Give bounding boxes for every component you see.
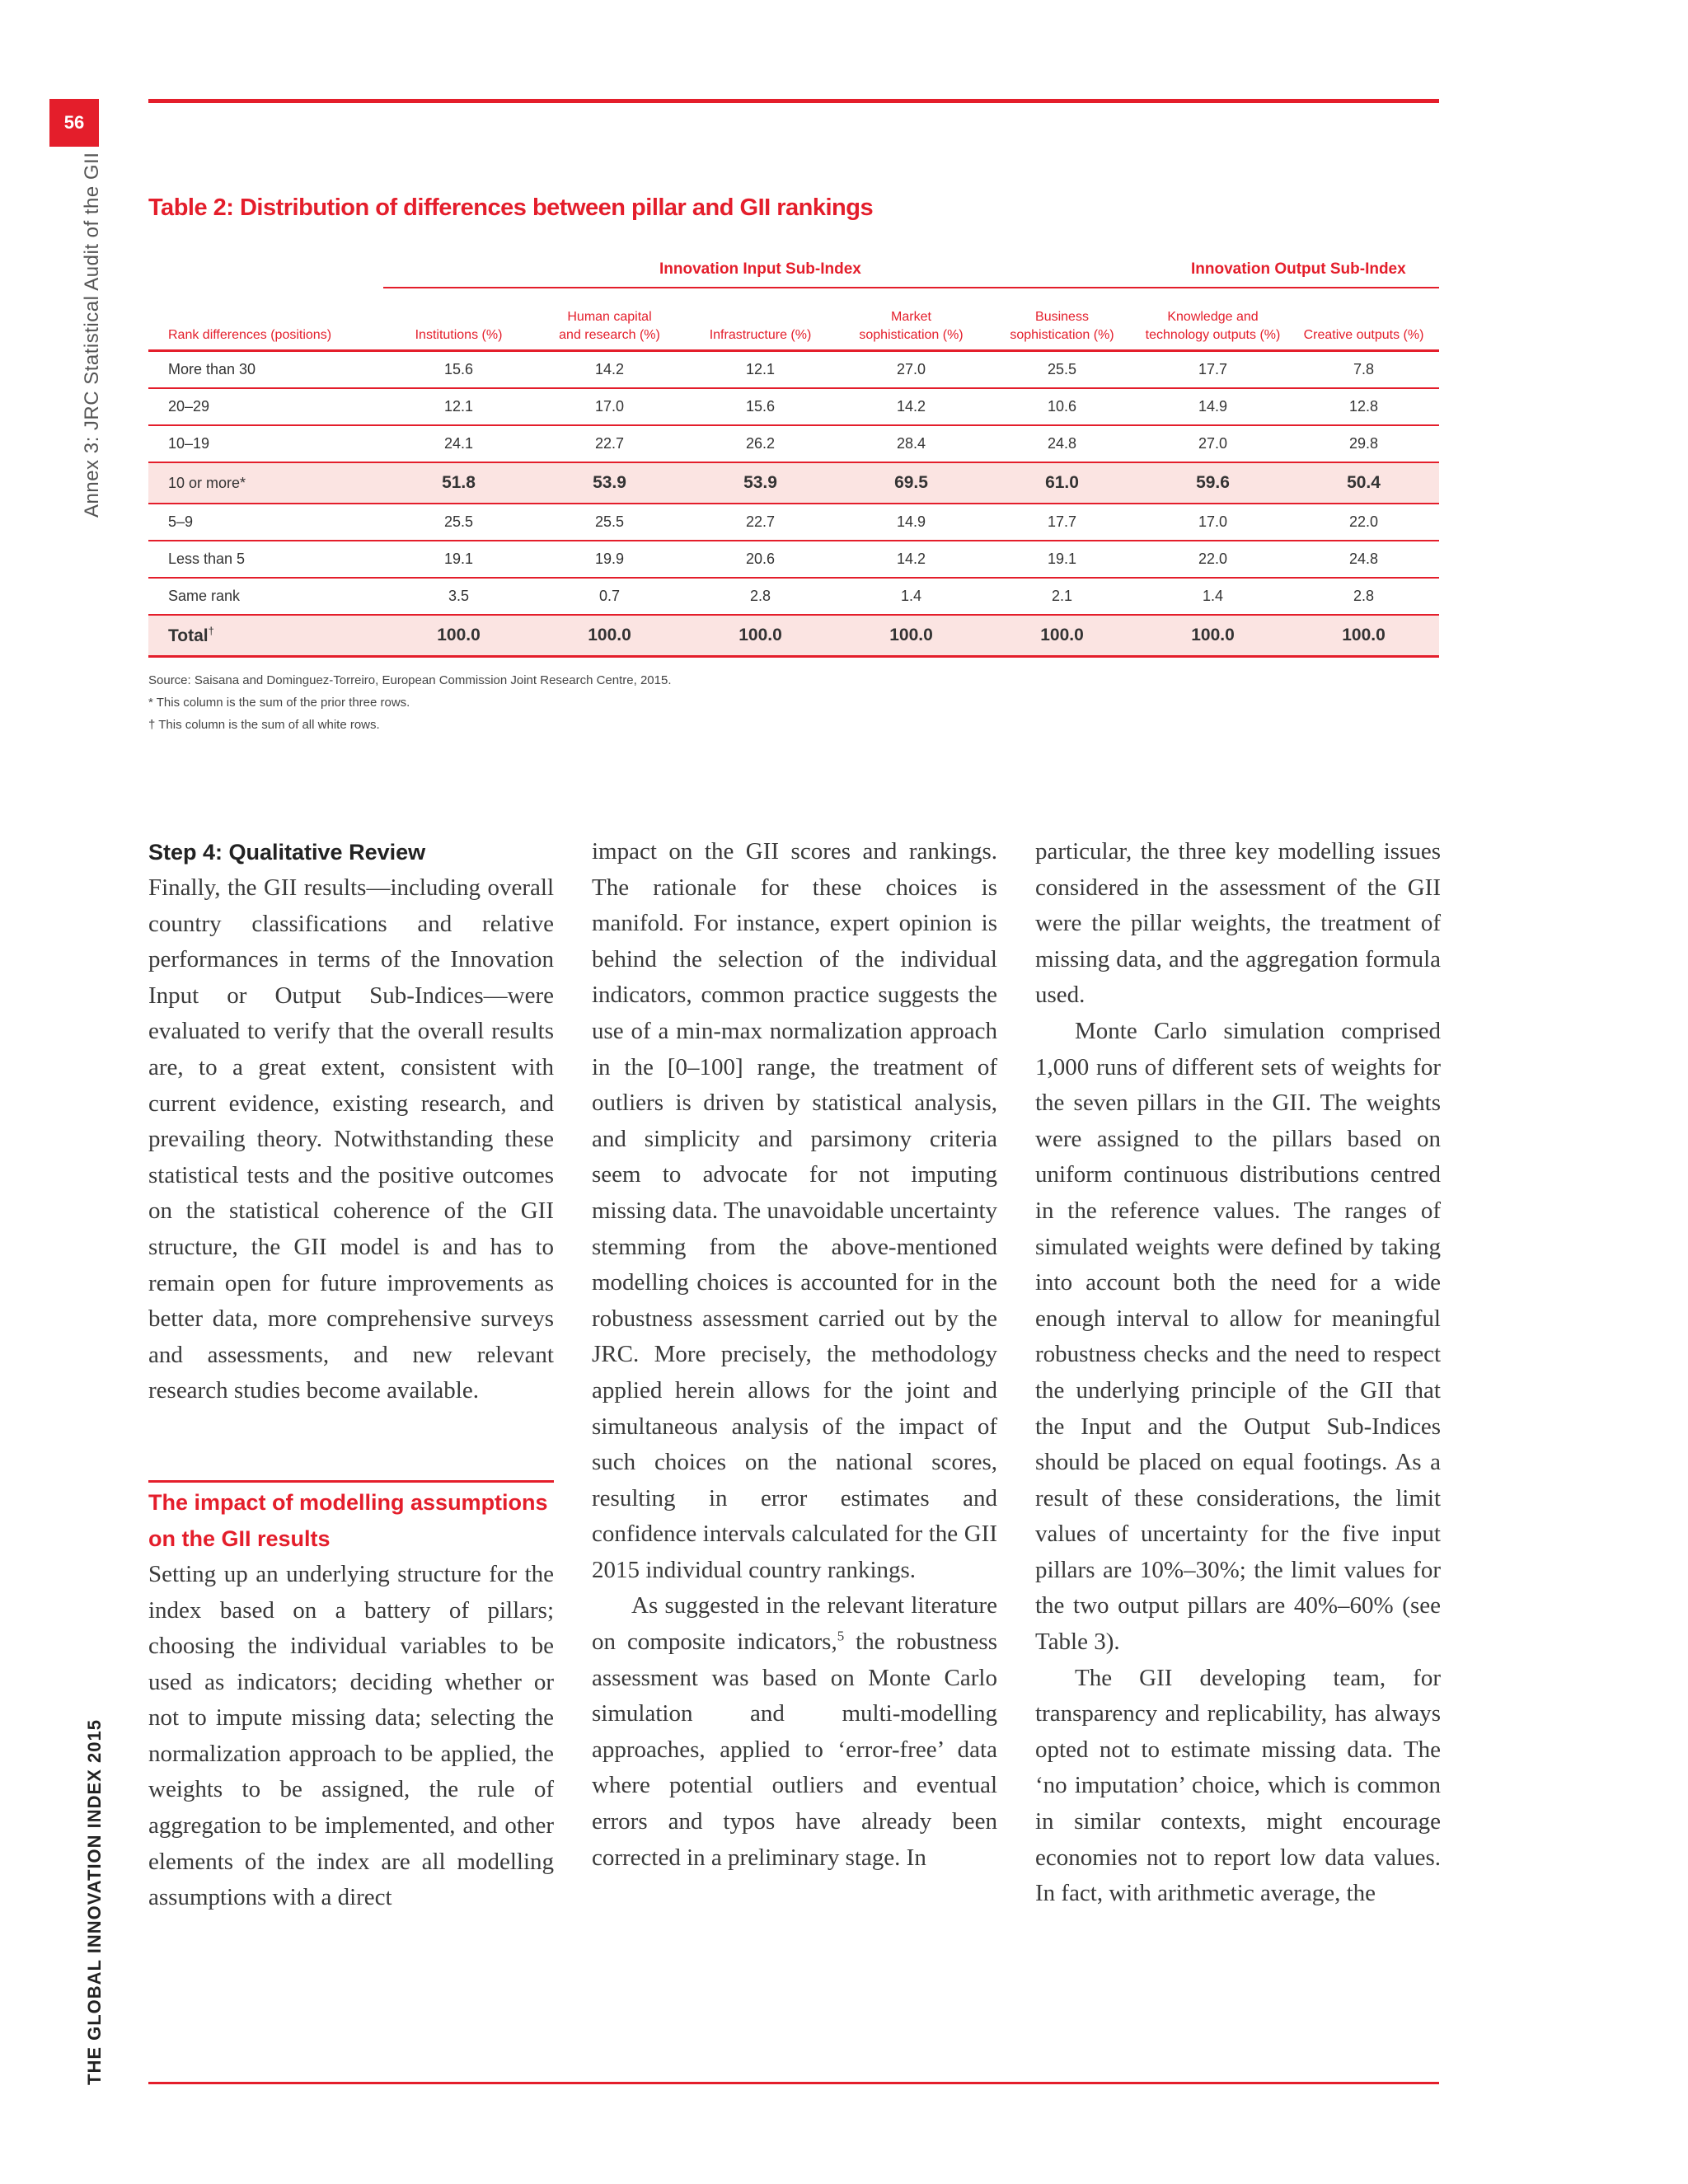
- column-3: [1035, 834, 1441, 1912]
- table-cell: 14.9: [896, 513, 926, 530]
- header-rank-differences: Rank differences (positions): [168, 328, 332, 342]
- table-cell: 25.5: [594, 513, 625, 530]
- row-label: Same rank: [168, 588, 241, 604]
- impact-paragraph: Setting up an underlying structure for the index based on a battery of pillars; choosing the individual variables to be used as indicators; deciding whether or not to impute missing data; selecting the normalization approach to be applied, the weights to be assigned, the rule of aggregation to be implemented, and other elements of the index are all modelling assumptions with a direct: [148, 1560, 554, 1911]
- table-cell: 100.0: [437, 626, 481, 644]
- column-header: Knowledge and technology outputs (%): [1145, 310, 1281, 342]
- table-cell: 22.0: [1198, 551, 1228, 567]
- row-label: 10–19: [168, 435, 210, 452]
- row-label: Total†: [168, 625, 214, 645]
- col2-paragraph-2: [592, 1588, 997, 1876]
- row-label: 20–29: [168, 398, 210, 415]
- table-cell: 22.0: [1348, 513, 1379, 530]
- table-cell: 14.2: [896, 398, 926, 415]
- table-row: [148, 504, 1439, 541]
- table-note-1: * This column is the sum of the prior three rows.: [148, 696, 410, 710]
- column-2: [592, 834, 997, 1876]
- table-cell: 26.2: [745, 435, 776, 452]
- table-cell: 12.1: [443, 398, 474, 415]
- table-cell: 17.0: [594, 398, 625, 415]
- total-dagger: †: [208, 625, 214, 637]
- table-cell: 100.0: [738, 626, 782, 644]
- column-header: Business sophistication (%): [1010, 310, 1114, 342]
- table-cell: 19.1: [1047, 551, 1077, 567]
- table-cell: 53.9: [593, 473, 626, 492]
- table-cell: 17.0: [1198, 513, 1228, 530]
- table-notes: [148, 669, 672, 736]
- table-cell: 17.7: [1198, 361, 1228, 377]
- step4-heading: Step 4: Qualitative Review: [148, 840, 426, 865]
- table-cell: 100.0: [588, 626, 631, 644]
- table-cell: 50.4: [1347, 473, 1381, 492]
- table-body: [148, 352, 1439, 658]
- table-cell: 3.5: [448, 588, 470, 604]
- table-cell: 100.0: [1040, 626, 1084, 644]
- row-label: 5–9: [168, 513, 194, 530]
- table-row: [148, 352, 1439, 389]
- table-row: [148, 426, 1439, 463]
- table-note-2: † This column is the sum of all white rows.: [148, 718, 380, 732]
- table-cell: 27.0: [1198, 435, 1228, 452]
- table-title: Table 2: Distribution of differences between pillar and GII rankings: [148, 194, 874, 221]
- footnote-ref: 5: [837, 1628, 845, 1644]
- table-cell: 100.0: [1191, 626, 1235, 644]
- table-source: Source: Saisana and Dominguez-Torreiro, European Commission Joint Research Centre, 2015.: [148, 673, 672, 687]
- table-cell: 10.6: [1047, 398, 1077, 415]
- column-header: Market sophistication (%): [859, 310, 964, 342]
- subtotal-row: [148, 463, 1439, 504]
- table-cell: 12.8: [1348, 398, 1379, 415]
- column-header: Creative outputs (%): [1303, 328, 1424, 342]
- table-cell: 15.6: [745, 398, 776, 415]
- col3-paragraph-2: Monte Carlo simulation comprised 1,000 runs of different sets of weights for the seven pillars in the GII. The weights were assigned to the pillars based on uniform continuous distributions centred in the reference values. The ranges of simulated weights were defined by taking into account both the need for a wide enough interval to allow for meaningful robustness checks and the need to respect the underlying principle of the GII that the Input and the Output Sub-Indices should be placed on equal footings. As a result of these considerations, the limit values of uncertainty for the five input pillars are 10%–30%; the limit values for the two output pillars are 40%–60% (see Table 3).: [1035, 1017, 1441, 1656]
- table-group-header: [148, 255, 1439, 290]
- col2-paragraph-1: impact on the GII scores and rankings. The rationale for these choices is manifold. For instance, expert opinion is behind the selection of the individual indicators, common practice suggests the use of a min-max normalization approach in the [0–100] range, the treatment of outliers is driven by statistical analysis, and simplicity and parsimony criteria seem to advocate for not imputing missing data. The unavoidable uncertainty stemming from the above-mentioned modelling choices is accounted for in the robustness assessment carried out by the JRC. More precisely, the methodology applied herein allows for the joint and simultaneous analysis of the impact of such choices on the national scores, resulting in error estimates and confidence intervals calculated for the GII 2015 individual country rankings.: [592, 838, 997, 1583]
- top-rule: [148, 99, 1439, 103]
- column-1: [148, 834, 554, 1916]
- row-label: More than 30: [168, 361, 256, 377]
- table-cell: 61.0: [1045, 473, 1079, 492]
- table-cell: 100.0: [889, 626, 933, 644]
- row-label: Less than 5: [168, 551, 246, 567]
- step4-paragraph: Finally, the GII results—including overall country classifications and relative performances in terms of the Innovation Input or Output Sub-Indices—were evaluated to verify that the overall results are, to a great extent, consistent with current evidence, existing research, and prevailing theory. Notwithstanding these statistical tests and the positive outcomes on the statistical coherence of the GII structure, the GII model is and has to remain open for future improvements as better data, more comprehensive surveys and assessments, and new relevant research studies become available.: [148, 874, 554, 1404]
- table-cell: 12.1: [745, 361, 776, 377]
- table-cell: 22.7: [745, 513, 776, 530]
- column-header: Institutions (%): [415, 328, 503, 342]
- table-cell: 1.4: [900, 588, 922, 604]
- table-row: [148, 541, 1439, 579]
- table-cell: 2.1: [1051, 588, 1073, 604]
- table-cell: 22.7: [594, 435, 625, 452]
- group-label-input: Innovation Input Sub-Index: [659, 260, 861, 278]
- running-footer: THE GLOBAL INNOVATION INDEX 2015: [84, 1719, 105, 2085]
- table-cell: 2.8: [749, 588, 771, 604]
- impact-heading: The impact of modelling assumptions on the GII results: [148, 1480, 554, 1557]
- table-cell: 24.8: [1348, 551, 1379, 567]
- table-cell: 29.8: [1348, 435, 1379, 452]
- row-label: 10 or more*: [168, 474, 246, 491]
- col3-paragraph-3: The GII developing team, for transparency and replicability, has always opted not to estimate missing data. The ‘no imputation’ choice, which is common in similar contexts, might encourage economies not to report low data values. In fact, with arithmetic average, the: [1035, 1664, 1441, 1907]
- table-cell: 14.9: [1198, 398, 1228, 415]
- table-row: [148, 389, 1439, 426]
- table-cell: 20.6: [745, 551, 776, 567]
- table-cell: 25.5: [443, 513, 474, 530]
- column-header: Infrastructure (%): [709, 328, 812, 342]
- table-cell: 27.0: [896, 361, 926, 377]
- table-cell: 7.8: [1353, 361, 1375, 377]
- table-cell: 15.6: [443, 361, 474, 377]
- table-cell: 14.2: [594, 361, 625, 377]
- table-cell: 53.9: [743, 473, 777, 492]
- table-cell: 69.5: [894, 473, 928, 492]
- data-table: [148, 255, 1439, 658]
- table-cell: 24.1: [443, 435, 474, 452]
- col2-p2-start: As suggested in the relevant literature on composite indicators,: [592, 1592, 997, 1656]
- running-header: Annex 3: JRC Statistical Audit of the GII: [81, 152, 103, 518]
- table-row: [148, 579, 1439, 616]
- col2-p2-end: the robustness assessment was based on Monte Carlo simulation and multi-modelling approaches, applied to ‘error-free’ data where potential outliers and eventual errors and typos have already been corrected in a preliminary stage. In: [592, 1629, 997, 1871]
- table-cell: 0.7: [598, 588, 621, 604]
- table-cell: 14.2: [896, 551, 926, 567]
- group-rule: [383, 287, 1439, 288]
- bottom-rule: [148, 2082, 1439, 2084]
- group-label-output: Innovation Output Sub-Index: [1191, 260, 1406, 278]
- table-cell: 28.4: [896, 435, 926, 452]
- table-header-row: [148, 290, 1439, 352]
- table-cell: 19.1: [443, 551, 474, 567]
- table-cell: 1.4: [1202, 588, 1224, 604]
- table-cell: 100.0: [1342, 626, 1386, 644]
- table-cell: 59.6: [1196, 473, 1230, 492]
- table-cell: 19.9: [594, 551, 625, 567]
- col3-paragraph-1: particular, the three key modelling issues considered in the assessment of the GII were the pillar weights, the treatment of missing data, and the aggregation formula used.: [1035, 838, 1441, 1009]
- table-cell: 2.8: [1353, 588, 1375, 604]
- table-cell: 25.5: [1047, 361, 1077, 377]
- table-cell: 24.8: [1047, 435, 1077, 452]
- page-number: 56: [49, 99, 99, 147]
- column-header: Human capital and research (%): [559, 310, 660, 342]
- total-row: [148, 616, 1439, 658]
- table-cell: 51.8: [442, 473, 476, 492]
- table-cell: 17.7: [1047, 513, 1077, 530]
